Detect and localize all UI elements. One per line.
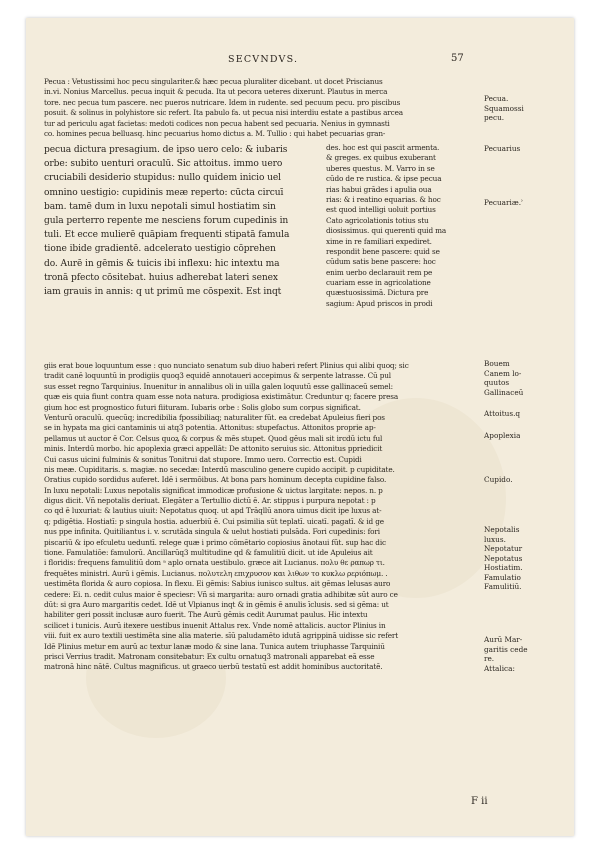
text-line: tronā pfecto cōsitebat. huius adherebat lateri senex (44, 272, 278, 283)
text-line: dūt: si gra Auro margaritis cedet. Idē ut Vlpianus inqt & in gēmis ē anulis īclusis. sed si gēma: ut (44, 599, 389, 609)
text-line: posuit. & solinus in polyhistore sic refert. Ita pabulo fa. ut pecua nisi interdiu estate a pastibus arcea (44, 108, 403, 118)
text-line: cūdo de re rustica. & ipse pecua (326, 174, 442, 184)
text-line: uestimēta florida & auro copiosa. In flexu. Ei gēmis: Sabius iunisco sultus. ait gēmas lelusas auro (44, 579, 391, 589)
marginal-note (484, 409, 520, 419)
text-line: Cupido. (484, 475, 513, 484)
text-line: Attoitus.q (484, 409, 521, 418)
text-line: habiliter geri possit inclusæ auro fuerit. The Aurū gēmis cedit Aurumat paulus. Hic intextu (44, 610, 368, 620)
text-line: prisci Verrius tradit. Matronam consitebatur: Ex cultu ornatuq3 matronali apparebat eā esse (44, 651, 375, 661)
text-line: tore. nec pecua tum pascere. nec pueros nutricare. Idem in rudente. sed pecuum pecu. pro piscibus (44, 97, 401, 107)
text-line: Famulitiū. (484, 582, 522, 591)
marginal-note (484, 475, 513, 485)
text-line: pellamus ut auctor ē Cor. Celsus quoꝝ & corpus & mēs stupet. Quod gēus mali sit ircdū ictu ful (44, 433, 383, 443)
text-line: des. hoc est qui pascit armenta. (326, 143, 440, 152)
text-line: viii. fuit ex auro textili uestimēta sine alia materie. sīū paludamēto idutā agrippinā uidisse sic refert (44, 631, 399, 641)
main-text (44, 143, 321, 299)
text-line: Famulatio (484, 572, 521, 582)
text-line: in.vi. Nonius Marcellus. pecua inquit & pecuda. Ita ut pecora ueteres dixerunt. Plautus in merca (44, 87, 388, 97)
running-head-title: SECVNDVS. (228, 54, 299, 65)
text-line: giis erat boue loquuntum esse : quo nunciato senatum sub diuo haberi refert Plinius qui alibi quoq; sic (44, 361, 409, 370)
text-line: Nepotatus (484, 553, 523, 563)
text-line: omnino uestigio: cupidinis meæ reperto: cūcta circuī (44, 187, 284, 198)
text-line: sagium: Apud priscos in prodi (326, 298, 433, 308)
text-line: Apoplexia (484, 431, 521, 440)
book-page (26, 18, 574, 836)
text-line: est quod intelligi uoluit portius (326, 205, 436, 215)
text-line: pecua dictura presagium. de ipso uero celo: & iubaris (44, 145, 288, 155)
marginal-note (484, 198, 523, 208)
text-line: gula perterro repente me nesciens forum cupedinis in (44, 215, 289, 226)
text-line: Pecuarius (484, 144, 521, 153)
text-line: Idē Plinius metur em aurū ac textur lanæ modo & sine lana. Tunica autem triuphasse Tarquiniū (44, 641, 385, 651)
marginal-note (484, 525, 523, 592)
text-line: cruciabili desiderio stupidus: nullo quidem inicio uel (44, 173, 281, 184)
commentary-top (44, 77, 476, 139)
text-line: frequētes ministri. Aurū i gēmis. Lucianus. πολυτελη επιχρυσον και λιθων το κυκλω ρεριόπωμ. . (44, 568, 388, 578)
text-line: Squamossi (484, 103, 524, 113)
text-line: Attalica: (484, 663, 515, 673)
text-line: i floridis: frequens famulitiū dom ᵃ aplo ornata uestibulo. græce ait Lucianus. πολυ θε ραπωρ τι. (44, 558, 385, 568)
text-line: co qd ē luxuriat: & lautius uiuit: Nepotatus quoq. ut apd Trāqllū anora uimus dicit ipe luxus at- (44, 506, 382, 516)
text-line: luxus. (484, 534, 506, 544)
text-line: co. homines pecua belluasq. hinc pecuarius homo dictus a. M. Tullio : qui habet pecuarias gran- (44, 128, 386, 138)
text-line: Gallinaceū (484, 387, 524, 397)
text-line: nis meæ. Cupiditaris. s. magiæ. no secedæ: Interdū masculino genere cupido accipit. p cupiditate. (44, 464, 395, 474)
folio-number: 57 (451, 53, 464, 64)
text-line: sus esset regno Tarquinius. Inuenitur in annalibus oli in uilla galen loquutū esse gallinaceū semel: (44, 381, 393, 391)
marginal-note (484, 94, 524, 123)
text-line: rias habui grādes i apulia oua (326, 184, 432, 194)
text-line: tradit canē loquuntū in prodigiis quoq3 equidē annotaueri accepimus & serpente latrasse. Cū pul (44, 371, 391, 381)
text-line: nus ppe infinita. Quitiliantus i. v. scrutāda singula & uelut hostiati pulsāda. Fori cupedinis: fori (44, 527, 380, 537)
text-line: do. Aurē in gēmis & tuicis ibi inflexu: hic intextu ma (44, 258, 280, 269)
text-line: garitis cede (484, 644, 528, 654)
text-line: scilicet i tunicis. Aurū itexere uestibus inuenit Attalus rex. Vnde nomē attalicis. auctor Plinius in (44, 620, 386, 630)
text-line: uberes questus. M. Varro in se (326, 163, 435, 173)
text-line: In luxu nepotali: Luxus nepotalis significat immodicæ profusione & uictus largitate: nepos. n. p (44, 485, 383, 495)
text-line: piscariū & ipo efculetu ueduntī. relege quæ i primo cōmētario copiosius ānotaui fūt. sup hac dic (44, 537, 386, 547)
text-line: Oratius cupido sordidus auferet. Idē i sermōibus. At bona pars hominum decepta cupidine falso. (44, 475, 387, 485)
text-line: Aurū Mar- (484, 635, 523, 644)
text-line: Canem lo- (484, 368, 522, 378)
text-line: enim uerbo declarauit rem pe (326, 267, 433, 277)
text-line: cuariam esse in agricolatione (326, 278, 431, 288)
text-line: quæ eis quia fiunt contra quam esse nota natura. prodigiosa existimātur. Creduntur q; facere presa (44, 392, 399, 402)
text-line: & greges. ex quibus exuberant (326, 153, 436, 163)
text-line: digus dicit. Vñ nepotalis deriuat. Elegāter a Tertullio dictū ē. Ar. stippus i purpura nepotat : p (44, 496, 376, 506)
text-line: Hostiatim. (484, 563, 523, 572)
text-line: tur ad periculu agat facietas: medoti codices non pecua habent sed pecuaria. Nenius in gymnasti (44, 118, 390, 128)
text-line: Nepotatur (484, 544, 523, 553)
text-line: diosissimus. qui querenti quid ma (326, 226, 447, 236)
text-line: Pecua. (484, 94, 509, 103)
text-line: se in hypata ma gici cantaminis ui atq3 potentia. Attonitus: stupefactus. Attonitos proprie ap- (44, 423, 376, 433)
text-line: bam. tamē dum in luxu nepotali simul hostiatim sin (44, 201, 276, 212)
text-line: rias: & i reatino equarias. & hoc (326, 194, 441, 204)
running-head (26, 54, 574, 70)
signature-mark: F ii (471, 796, 488, 807)
commentary-bottom (44, 361, 476, 673)
text-line: pecu. (484, 113, 505, 122)
text-line: iam grauis in annis: q ut primū me cōspexit. Est inqt (44, 286, 282, 297)
text-line: re. (484, 654, 495, 663)
text-line: quutos (484, 378, 510, 387)
text-line: matronā hinc nātē. Cultus magnificus. ut graeco uerbū testatū est addit hominibus auctoritatē. (44, 662, 383, 672)
marginal-note (484, 431, 520, 441)
commentary-right (326, 143, 476, 309)
marginal-note (484, 359, 523, 397)
text-line: respondit bene pascere: quid se (326, 246, 440, 256)
text-line: Pecuariæ.ʾ (484, 198, 524, 207)
text-line: Venturū oraculū. quecūq; incredibilia fpossibiliaq; naturaliter fūt. ea credebat Apuleius fieri pos (44, 412, 385, 422)
text-line: Bouem (484, 359, 510, 368)
text-line: Cato agricolationis totius stu (326, 215, 429, 225)
text-line: tione. Famulatiōe: famulorū. Ancillarūq3 multitudine qd & famulitiū dicit. ut ide Apuleius ait (44, 548, 373, 558)
text-line: Pecua : Vetustissimi hoc pecu singulariter.& hæc pecua pluraliter dicebant. ut docet Priscianus (44, 77, 383, 86)
text-line: Nepotalis (484, 525, 520, 534)
text-line: tuli. Et ecce mulierē quāpiam frequenti stipatā famula (44, 230, 290, 241)
text-line: minis. Interdū morbo. hic apoplexia græci appellāt: De attonito seruius sic. Attonitus ppriedicit (44, 444, 383, 454)
text-line: q; pdigētia. Hostiatī: p singula hostia. aduerbiū ē. Cui psimilia sūt teplatī. uicatī. pagatī. & id ge (44, 516, 384, 526)
text-line: orbe: subito uenturi oraculū. Sic attoitus. immo uero (44, 159, 283, 170)
text-line: cedere: Ei. n. cedit culus maior ē speciesr: Vñ si margarita: auro ornadi gratia adhibitæ sūt auro ce (44, 589, 398, 599)
text-line: tione ibide gradientē. adcelerato uestigio cōprehen (44, 244, 276, 255)
text-line: Cui casus uicini fulminis & sonitus Tonitrui dat stupore. Immo uero. Correctio est. Cupidi (44, 454, 362, 464)
text-line: gium hoc est prognostico futuri fiituram. Iubaris orbe : Solis globo sum corpus significat. (44, 402, 361, 412)
marginal-note (484, 144, 520, 154)
text-line: quæstuosissimā. Dictura pre (326, 288, 429, 298)
marginal-note (484, 635, 528, 673)
text-line: cūdum satis bene pascere: hoc (326, 257, 436, 267)
text-line: xime in re familiari expediret. (326, 236, 432, 246)
